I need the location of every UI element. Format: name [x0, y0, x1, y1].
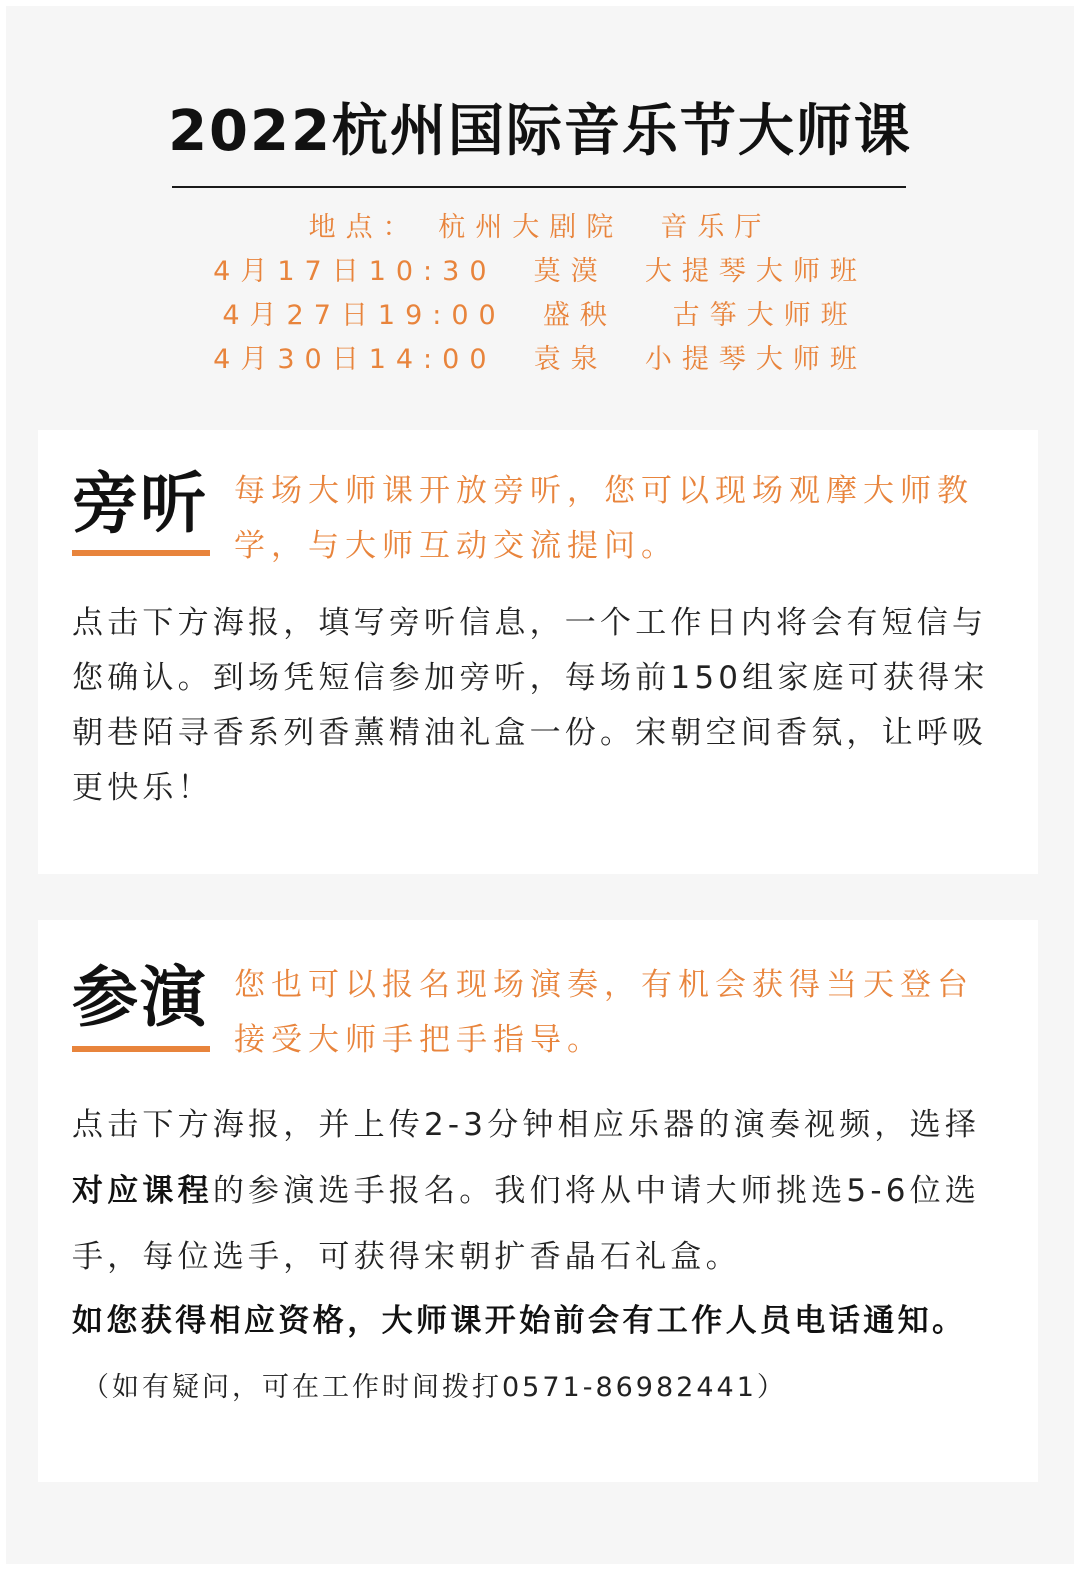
perform-body-bold: 对应课程: [72, 1173, 213, 1209]
perform-body-part1: 点击下方海报，并上传2-3分钟相应乐器的演奏视频，选择: [72, 1107, 981, 1143]
info-session-2: 4月27日19:00 盛秧 古筝大师班: [222, 300, 858, 331]
audit-card: [38, 430, 1038, 874]
title-divider: [172, 186, 906, 188]
contact-note: （如有疑问，可在工作时间拨打0571-86982441）: [82, 1372, 787, 1403]
perform-body-part2: 的参演选手报名。我们将从中请大师挑选5-6位选手，每位选手，可获得宋朝扩香晶石礼盒。: [72, 1173, 981, 1275]
audit-intro: 每场大师课开放旁听，您可以现场观摩大师教学，与大师互动交流提问。: [234, 473, 974, 564]
perform-notice: 如您获得相应资格，大师课开始前会有工作人员电话通知。: [72, 1303, 967, 1339]
page-title: 2022杭州国际音乐节大师课: [168, 99, 912, 164]
perform-intro: 您也可以报名现场演奏，有机会获得当天登台接受大师手把手指导。: [234, 967, 974, 1058]
audit-heading: 旁听: [72, 465, 208, 542]
perform-card: [38, 920, 1038, 1482]
perform-body: [72, 1092, 1004, 1290]
audit-heading-underline: [72, 550, 210, 556]
perform-heading: 参演: [72, 959, 208, 1036]
info-location: 地点： 杭州大剧院 音乐厅: [308, 212, 772, 243]
info-session-3: 4月30日14:00 袁泉 小提琴大师班: [213, 344, 867, 375]
info-session-1: 4月17日10:30 莫漠 大提琴大师班: [213, 256, 867, 287]
audit-body: 点击下方海报，填写旁听信息，一个工作日内将会有短信与您确认。到场凭短信参加旁听，每场前150组家庭可获得宋朝巷陌寻香系列香薰精油礼盒一份。宋朝空间香氛，让呼吸更快乐！: [72, 605, 989, 806]
perform-heading-underline: [72, 1046, 210, 1052]
